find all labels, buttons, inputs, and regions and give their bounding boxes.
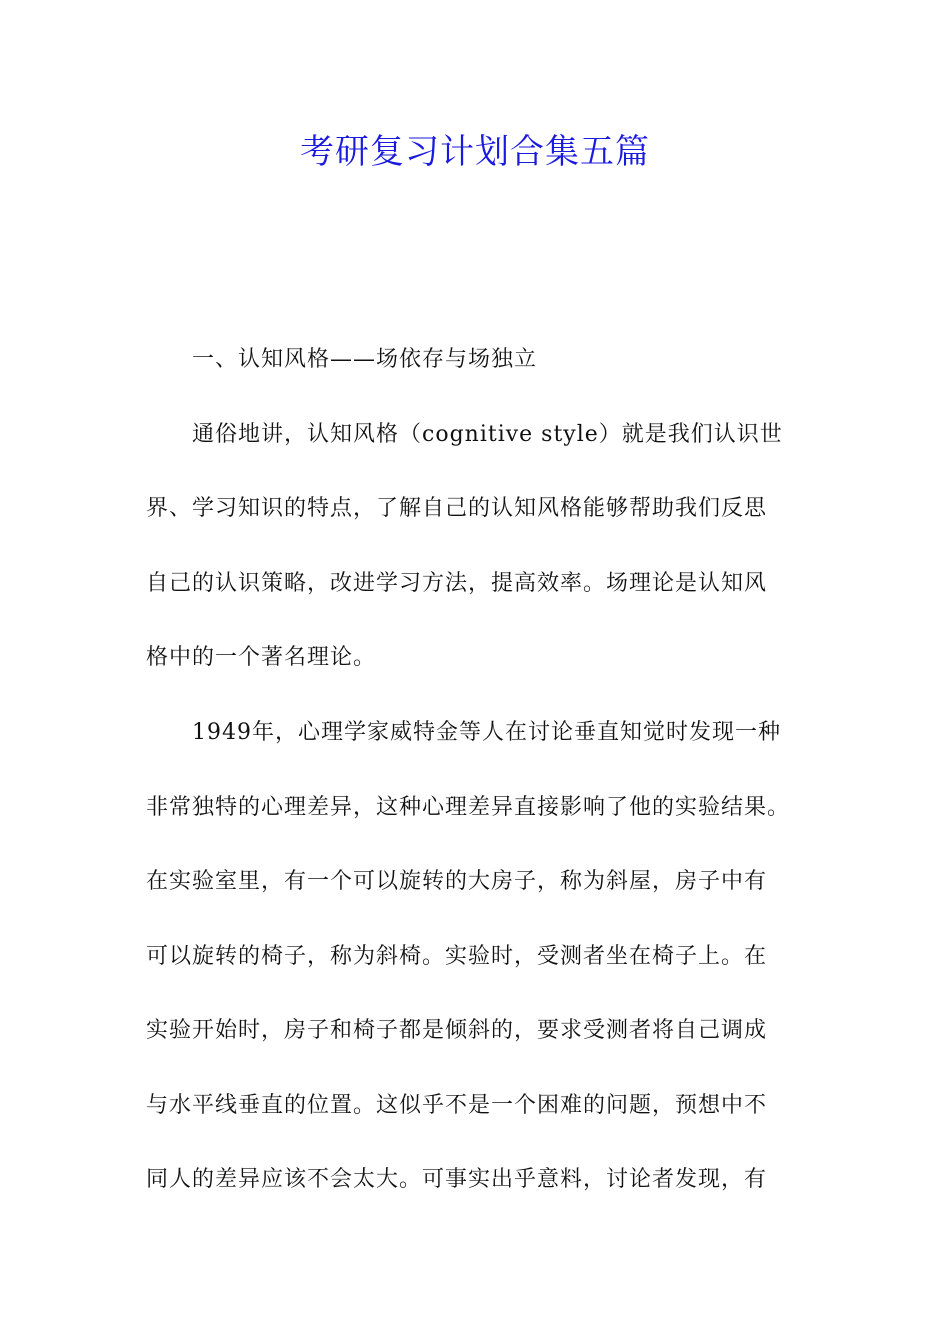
paragraph-1-line-2: 界、学习知识的特点，了解自己的认知风格能够帮助我们反思 — [146, 496, 768, 521]
paragraph-1-line-3: 自己的认识策略，改进学习方法，提高效率。场理论是认知风 — [146, 571, 768, 596]
paragraph-2-line-7: 同人的差异应该不会太大。可事实出乎意料，讨论者发现，有 — [146, 1167, 768, 1192]
paragraph-1-line-4: 格中的一个著名理论。 — [146, 645, 377, 670]
paragraph-2-line-5: 实验开始时，房子和椅子都是倾斜的，要求受测者将自己调成 — [146, 1018, 768, 1043]
paragraph-2-line-3: 在实验室里，有一个可以旋转的大房子，称为斜屋，房子中有 — [146, 869, 768, 894]
paragraph-2-line-6: 与水平线垂直的位置。这似乎不是一个困难的问题，预想中不 — [146, 1093, 768, 1118]
paragraph-2-line-2: 非常独特的心理差异，这种心理差异直接影响了他的实验结果。 — [146, 795, 791, 820]
document-title: 考研复习计划合集五篇 — [300, 132, 650, 172]
paragraph-1-line-1: 通俗地讲，认知风格（cognitive style）就是我们认识世 — [192, 422, 783, 447]
paragraph-2-line-1: 1949年，心理学家威特金等人在讨论垂直知觉时发现一种 — [192, 720, 781, 745]
document-body — [146, 0, 826, 1344]
paragraph-2-line-4: 可以旋转的椅子，称为斜椅。实验时，受测者坐在椅子上。在 — [146, 944, 768, 969]
section-heading: 一、认知风格——场依存与场独立 — [192, 347, 538, 372]
